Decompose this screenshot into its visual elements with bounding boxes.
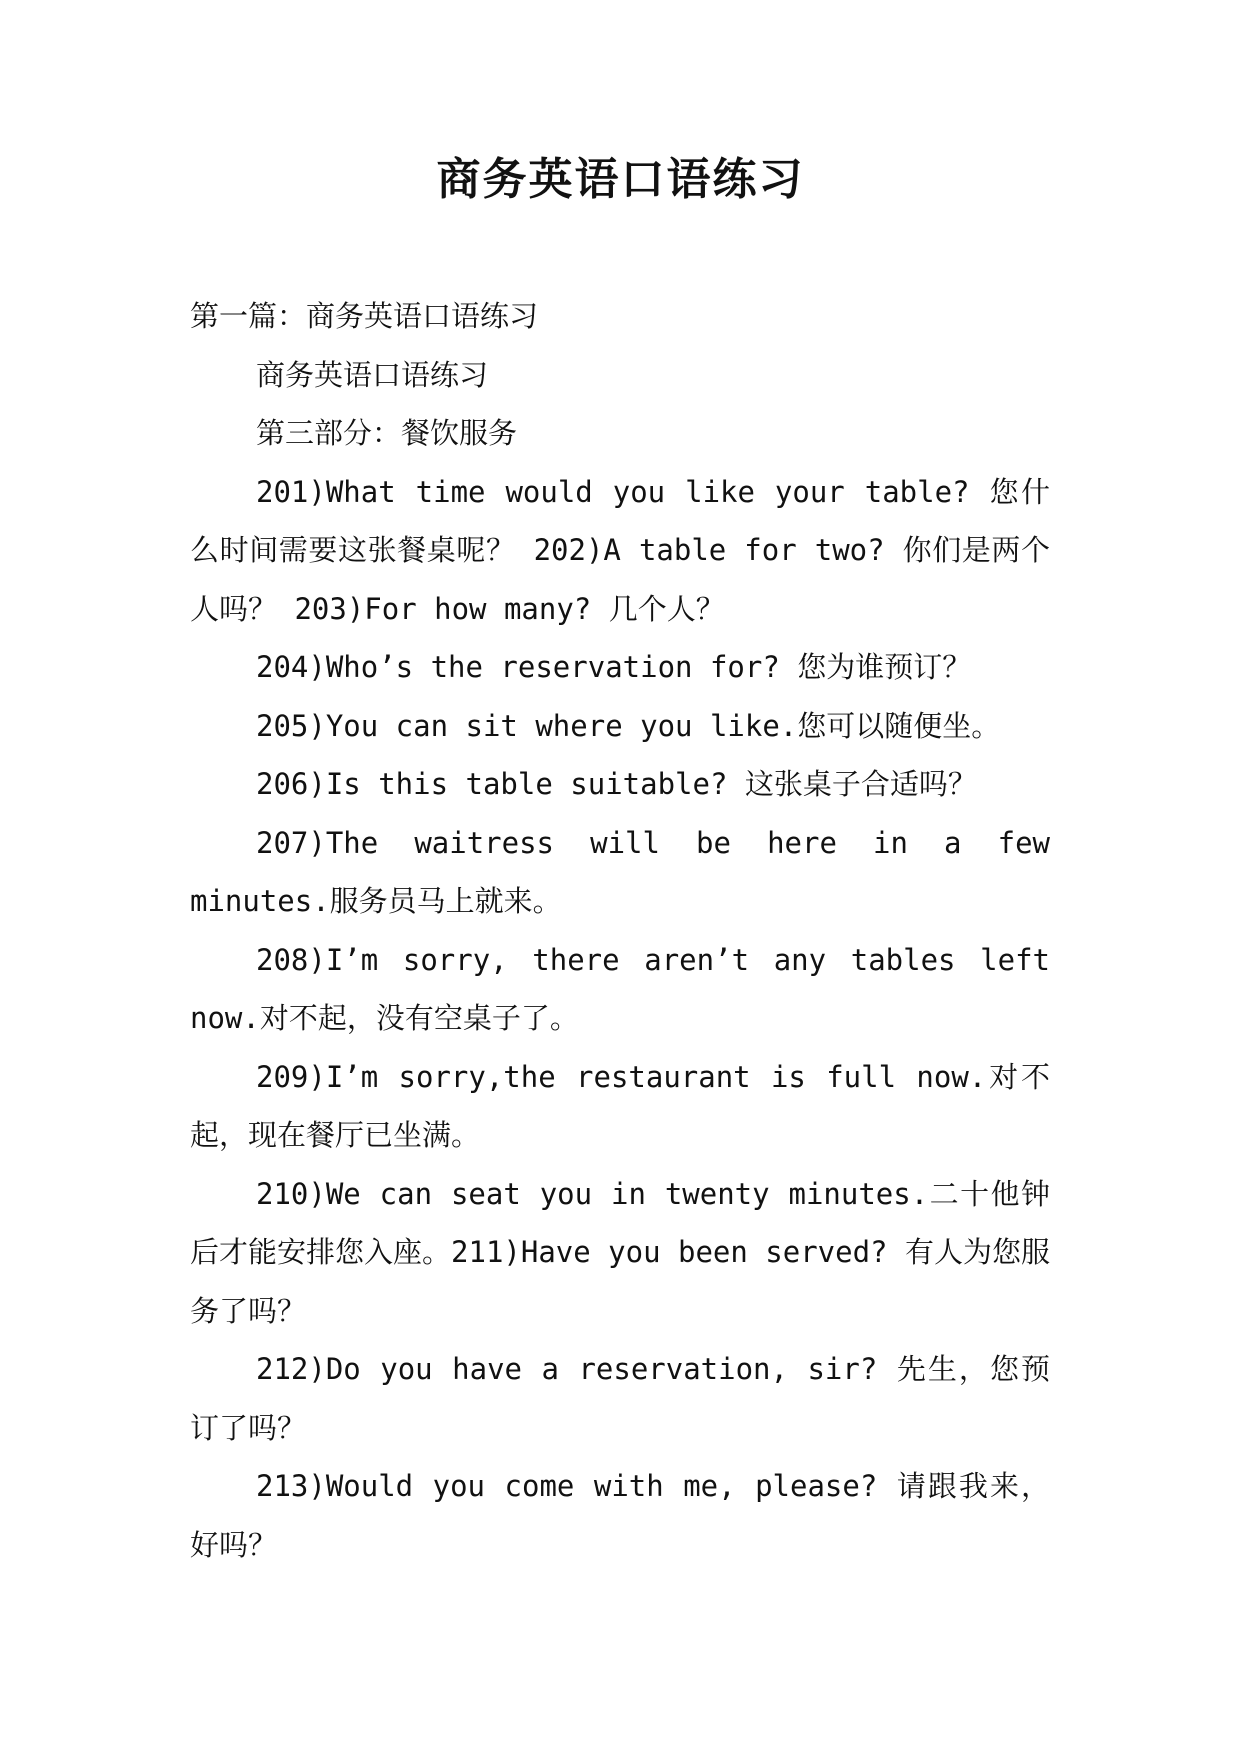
paragraph-210-211: 210)We can seat you in twenty minutes.二十他钟后才能安排您入座。211)Have you been served? 有人为您服务了吗？ bbox=[190, 1176, 1050, 1328]
section-heading: 第一篇：商务英语口语练习 bbox=[190, 299, 539, 333]
paragraph-213: 213)Would you come with me, please? 请跟我来，好吗？ bbox=[190, 1469, 1050, 1562]
paragraph-212: 212)Do you have a reservation, sir? 先生，您预订了吗？ bbox=[190, 1352, 1050, 1445]
part-heading: 第三部分：餐饮服务 bbox=[256, 416, 518, 450]
paragraph-205: 205)You can sit where you like.您可以随便坐。 bbox=[256, 708, 1001, 743]
section-subtitle: 商务英语口语练习 bbox=[256, 357, 489, 392]
paragraph-208: 208)I’m sorry, there aren’t any tables left now.对不起，没有空桌子了。 bbox=[190, 942, 1050, 1035]
document-body bbox=[190, 287, 1050, 1574]
paragraph-207: 207)The waitress will be here in a few minutes.服务员马上就来。 bbox=[190, 825, 1050, 918]
paragraph-206: 206)Is this table suitable? 这张桌子合适吗？ bbox=[256, 767, 977, 801]
paragraph-209: 209)I’m sorry,the restaurant is full now.对不起，现在餐厅已坐满。 bbox=[190, 1059, 1050, 1152]
document-title: 商务英语口语练习 bbox=[436, 154, 805, 205]
paragraph-201-203: 201)What time would you like your table? 您什么时间需要这张餐桌呢？ 202)A table for two? 你们是两个人吗？ 203)For how many? 几个人？ bbox=[190, 474, 1050, 626]
paragraph-204: 204)Who’s the reservation for? 您为谁预订？ bbox=[256, 650, 972, 684]
